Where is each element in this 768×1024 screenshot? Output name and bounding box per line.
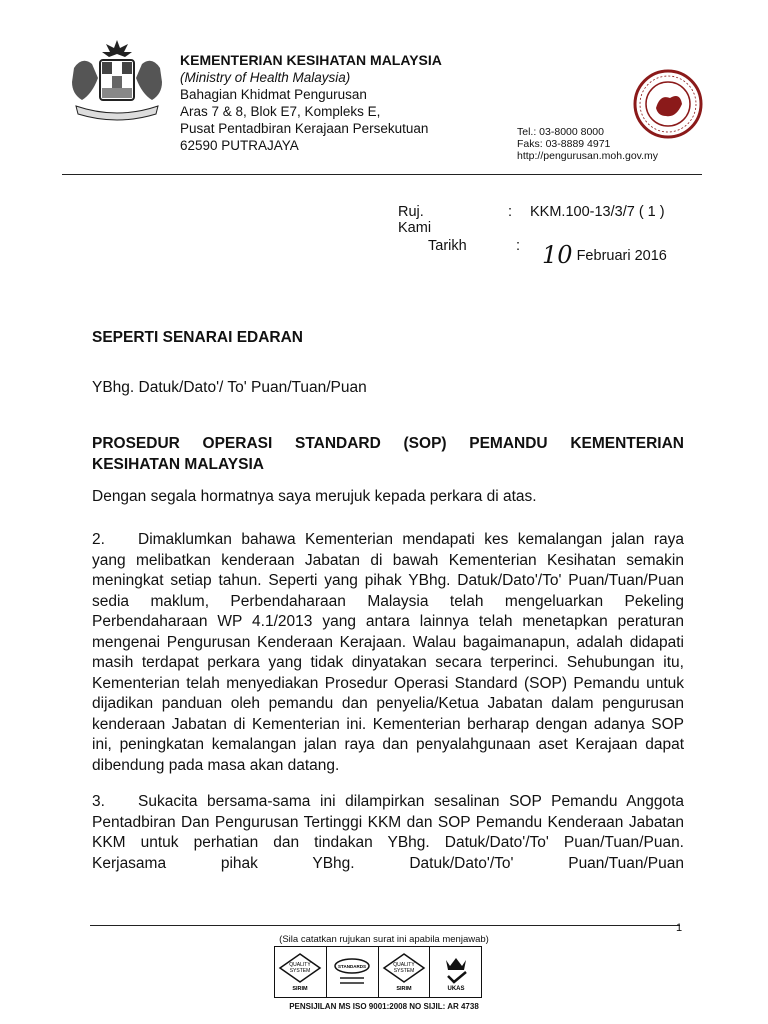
svg-text:STANDARDS: STANDARDS	[338, 964, 367, 969]
svg-text:SYSTEM: SYSTEM	[290, 968, 311, 974]
paragraph-2	[92, 530, 684, 776]
svg-text:SIRIM: SIRIM	[292, 986, 309, 992]
svg-text:SYSTEM: SYSTEM	[393, 968, 415, 974]
paragraph-number: 3.	[92, 793, 105, 810]
ref-label: Ruj. Kami	[398, 204, 432, 236]
ukas-crown-check-icon	[436, 952, 476, 992]
date-value	[542, 238, 667, 269]
org-name: KEMENTERIAN KESIHATAN MALAYSIA	[180, 52, 442, 68]
website-link[interactable]: http://pengurusan.moh.gov.my	[517, 150, 659, 162]
sirim-quality-badge	[275, 947, 327, 997]
svg-text:SIRIM: SIRIM	[396, 986, 412, 992]
sirim-badge-icon	[278, 952, 322, 992]
subject-heading: PROSEDUR OPERASI STANDARD (SOP) PEMANDU KEMENTERIAN KESIHATAN MALAYSIA	[92, 435, 684, 473]
phone-text: Tel.: 03-8000 8000	[517, 126, 604, 138]
svg-text:UKAS: UKAS	[447, 986, 465, 992]
intro-paragraph: Dengan segala hormatnya saya merujuk kepada perkara di atas.	[92, 488, 537, 505]
ref-colon: :	[508, 204, 513, 220]
standards-badge-icon	[330, 952, 374, 992]
reply-reference-note: (Sila catatkan rujukan surat ini apabila menjawab)	[279, 934, 489, 945]
standards-badge	[327, 947, 379, 997]
sirim-badge-icon	[382, 952, 426, 992]
svg-text:QUALITY: QUALITY	[393, 962, 415, 968]
address-line: 62590 PUTRAJAYA	[180, 138, 299, 153]
date-month-year: Februari 2016	[576, 248, 667, 264]
fax-text: Faks: 03-8889 4971	[517, 138, 611, 150]
sirim-quality-badge-2	[379, 947, 431, 997]
recipient-list: SEPERTI SENARAI EDARAN	[92, 329, 303, 346]
date-colon: :	[516, 238, 521, 254]
contact-info	[517, 126, 658, 162]
paragraph-3	[92, 792, 684, 874]
paragraph-text: Sukacita bersama-sama ini dilampirkan sesalinan SOP Pemandu Anggota Pentadbiran Dan Pengurusan Tertinggi KKM dan SOP Pemandu Kenderaan Jabatan KKM untuk perhatian dan tindakan YBhg. Datuk/Dato'/To' Puan/Tuan/Puan. Kerjasama pihak YBhg. Datuk/Dato'/To' Puan/Tuan/Puan	[92, 793, 684, 872]
paragraph-number: 2.	[92, 531, 105, 548]
certification-logos	[274, 946, 482, 998]
header-divider	[62, 174, 702, 175]
date-label: Tarikh	[428, 238, 467, 254]
malaysia-coat-of-arms-icon	[62, 38, 172, 126]
svg-text:QUALITY: QUALITY	[289, 962, 312, 968]
letterhead-address	[180, 52, 442, 154]
ref-value: KKM.100-13/3/7 ( 1 )	[530, 204, 665, 220]
paragraph-text: Dimaklumkan bahawa Kementerian mendapati kes kemalangan jalan raya yang melibatkan kenderaan Jabatan di bawah Kementerian Kesihatan semakin meningkat setiap tahun. Seperti yang pihak YBhg. Datuk/Dato'/To' Puan/Tuan/Puan sedia maklum, Perbendaharaan Malaysia telah mengeluarkan Pekeling Perbendaharaan WP 4.1/2013 yang antara lainnya telah menetapkan peraturan mengenai Pengurusan Kenderaan Kerajaan. Walau bagaimanapun, adalah didapati masih terdapat perkara yang tidak dinyatakan secara terperinci. Sehubungan itu, Kementerian telah menyediakan Prosedur Operasi Standard (SOP) Pemandu untuk dijadikan panduan oleh pemandu dan penyelia/Ketua Jabatan dalam pengurusan kenderaan Jabatan di Kementerian ini. Kementerian berharap dengan adanya SOP ini, peningkatan kemalangan jalan raya dan penyalahgunaan aset Kerajaan dapat dibendung pada masa akan datang.	[92, 531, 684, 774]
page-number: 1	[676, 922, 683, 934]
salutation: YBhg. Datuk/Dato'/ To' Puan/Tuan/Puan	[92, 379, 367, 396]
certification-text: PENSIJILAN MS ISO 9001:2008 NO SIJIL: AR 4738	[289, 1002, 479, 1011]
address-line: Bahagian Khidmat Pengurusan	[180, 87, 367, 102]
org-subtitle: (Ministry of Health Malaysia)	[180, 70, 351, 85]
address-line: Aras 7 & 8, Blok E7, Kompleks E,	[180, 104, 381, 119]
date-day-handwritten: 10	[542, 241, 573, 269]
footer-divider	[90, 925, 680, 926]
ukas-badge	[430, 947, 481, 997]
address-line: Pusat Pentadbiran Kerajaan Persekutuan	[180, 121, 429, 136]
